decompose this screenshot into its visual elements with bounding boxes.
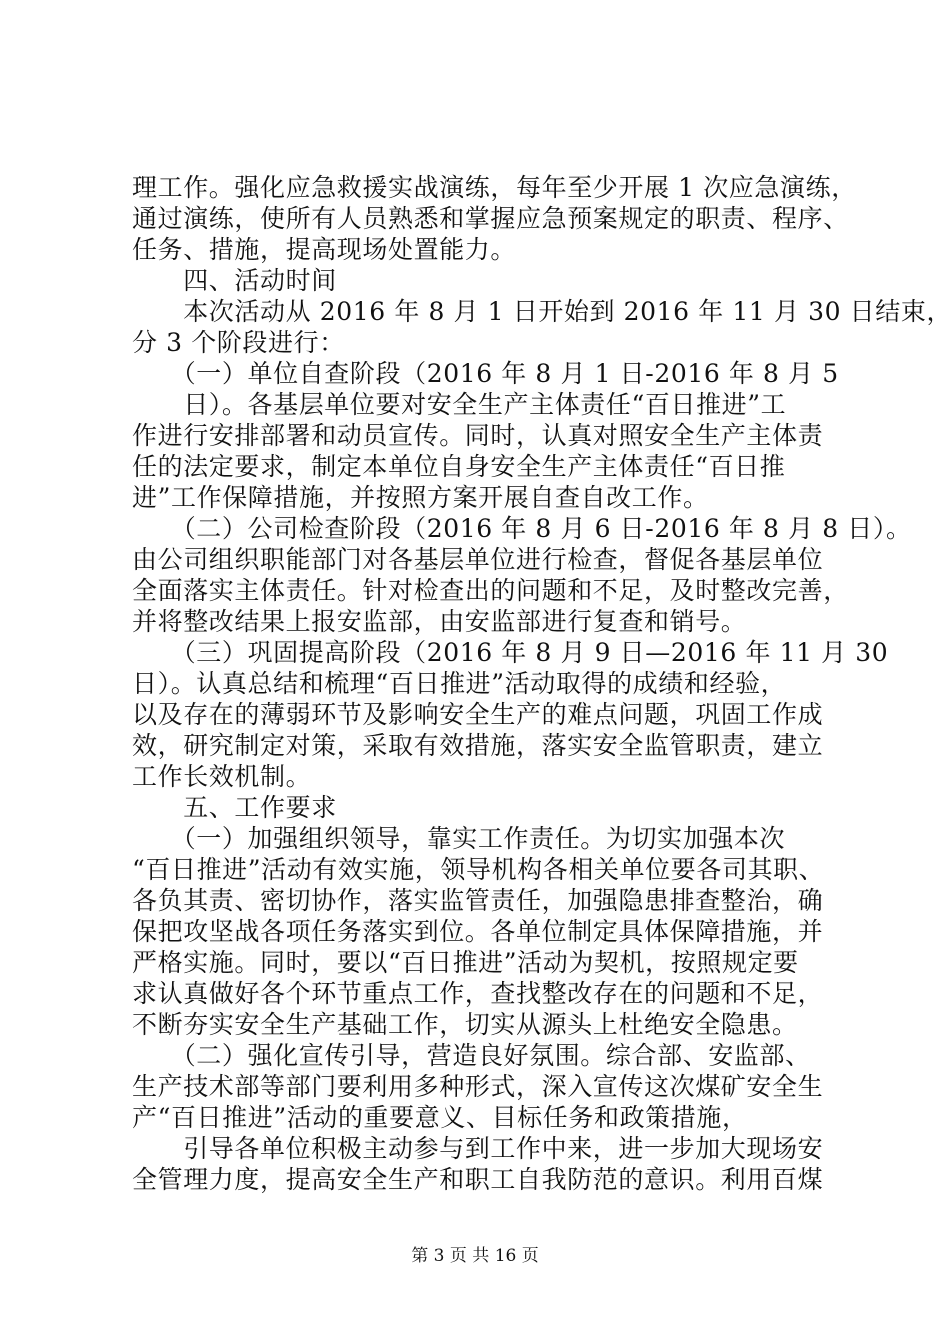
text-line: 日）。认真总结和梳理“百日推进”活动取得的成绩和经验， xyxy=(132,669,787,698)
text-line: 引导各单位积极主动参与到工作中来，进一步加大现场安 xyxy=(132,1134,824,1163)
text-line: 任务、措施，提高现场处置能力。 xyxy=(132,235,517,264)
text-line: 严格实施。同时，要以“百日推进”活动为契机，按照规定要 xyxy=(132,948,799,977)
text-line: 并将整改结果上报安监部，由安监部进行复查和销号。 xyxy=(132,607,747,636)
text-line: 通过演练，使所有人员熟悉和掌握应急预案规定的职责、程序、 xyxy=(132,204,849,233)
text-line: “百日推进”活动有效实施，领导机构各相关单位要各司其职、 xyxy=(132,855,825,884)
section-heading: 四、活动时间 xyxy=(132,266,337,295)
text-line: 进”工作保障措施，并按照方案开展自查自改工作。 xyxy=(132,483,709,512)
text-line: （二）公司检查阶段（2016 年 8 月 6 日-2016 年 8 月 8 日）。 xyxy=(132,514,912,543)
text-line: 生产技术部等部门要利用多种形式，深入宣传这次煤矿安全生 xyxy=(132,1072,824,1101)
text-line: 由公司组织职能部门对各基层单位进行检查，督促各基层单位 xyxy=(132,545,824,574)
text-line: 效，研究制定对策，采取有效措施，落实安全监管职责，建立 xyxy=(132,731,824,760)
text-line: 求认真做好各个环节重点工作，查找整改存在的问题和不足， xyxy=(132,979,824,1008)
text-line: （一）单位自查阶段（2016 年 8 月 1 日-2016 年 8 月 5 xyxy=(132,359,839,388)
text-line: （二）强化宣传引导，营造良好氛围。综合部、安监部、 xyxy=(132,1041,811,1070)
text-line: 理工作。强化应急救援实战演练，每年至少开展 1 次应急演练， xyxy=(132,173,857,202)
text-line: 全面落实主体责任。针对检查出的问题和不足，及时整改完善， xyxy=(132,576,849,605)
text-line: （一）加强组织领导，靠实工作责任。为切实加强本次 xyxy=(132,824,786,853)
page-number-footer: 第 3 页 共 16 页 xyxy=(411,1246,539,1266)
document-body xyxy=(132,172,952,1195)
text-line: 全管理力度，提高安全生产和职工自我防范的意识。利用百煤 xyxy=(132,1165,824,1194)
text-line: 分 3 个阶段进行： xyxy=(132,328,345,357)
text-line: 本次活动从 2016 年 8 月 1 日开始到 2016 年 11 月 30 日结束， xyxy=(132,297,952,326)
text-line: 各负其责、密切协作，落实监管责任，加强隐患排查整治，确 xyxy=(132,886,824,915)
text-line: 任的法定要求，制定本单位自身安全生产主体责任“百日推 xyxy=(132,452,786,481)
text-line: 以及存在的薄弱环节及影响安全生产的难点问题，巩固工作成 xyxy=(132,700,824,729)
text-line: 工作长效机制。 xyxy=(132,762,312,791)
section-heading: 五、工作要求 xyxy=(132,793,337,822)
text-line: 作进行安排部署和动员宣传。同时，认真对照安全生产主体责 xyxy=(132,421,824,450)
text-line: （三）巩固提高阶段（2016 年 8 月 9 日—2016 年 11 月 30 xyxy=(132,638,889,667)
text-line: 不断夯实安全生产基础工作，切实从源头上杜绝安全隐患。 xyxy=(132,1010,798,1039)
text-line: 保把攻坚战各项任务落实到位。各单位制定具体保障措施，并 xyxy=(132,917,824,946)
text-line: 日）。各基层单位要对安全生产主体责任“百日推进”工 xyxy=(132,390,787,419)
text-line: 产“百日推进”活动的重要意义、目标任务和政策措施， xyxy=(132,1103,748,1132)
